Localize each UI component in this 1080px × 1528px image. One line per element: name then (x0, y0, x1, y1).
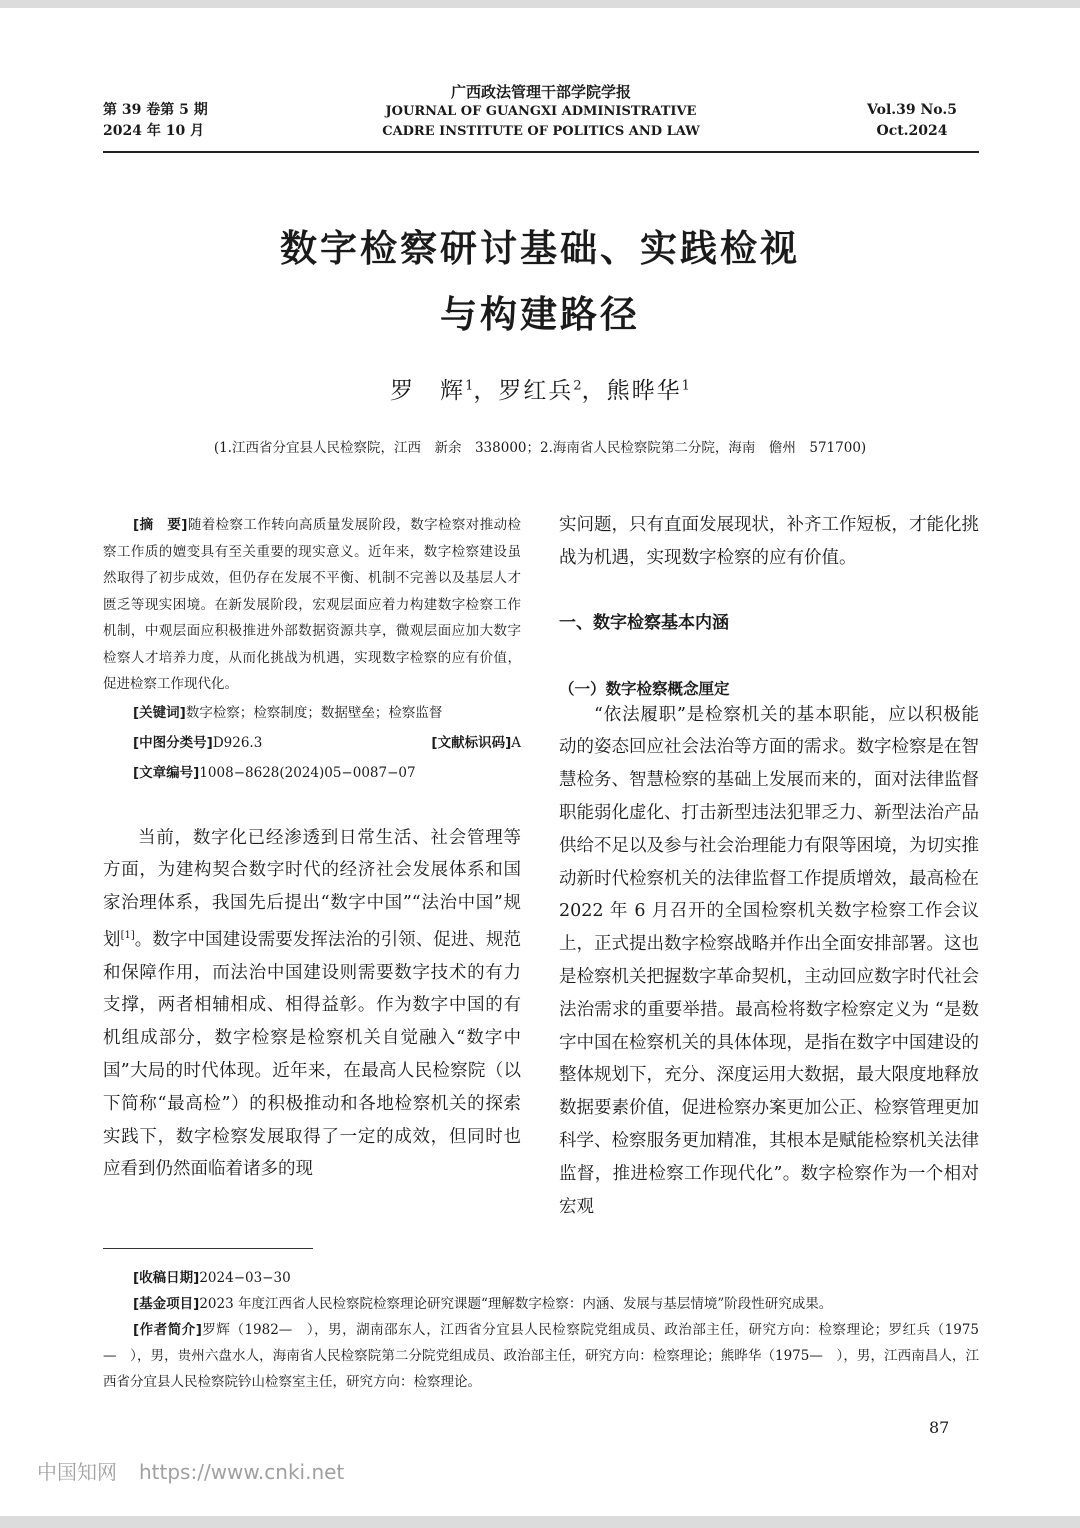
journal-name-en-1: JOURNAL OF GUANGXI ADMINISTRATIVE (385, 104, 697, 119)
footnote-rule (103, 1248, 313, 1249)
fund-label: [基金项目] (133, 1296, 200, 1312)
header-rule (103, 151, 979, 153)
header-volume-en: Vol.39 No.5 (867, 102, 957, 118)
abstract (103, 512, 521, 698)
fund-text: 2023 年度江西省人民检察院检察理论研究课题“理解数字检察：内涵、发展与基层情境”阶段性研究成果。 (199, 1296, 833, 1312)
author-name: 罗 辉 (390, 378, 466, 404)
watermark-url: https://www.cnki.net (139, 1460, 345, 1484)
received-label: [收稿日期] (133, 1270, 200, 1286)
journal-name-en-2: CADRE INSTITUTE OF POLITICS AND LAW (382, 124, 700, 139)
body-paragraph-continued: 实问题，只有直面发展现状，补齐工作短板，才能化挑战为机遇，实现数字检察的应有价值。 (559, 515, 979, 568)
header-issue-en (867, 100, 957, 142)
article-number (103, 758, 521, 788)
header-date-cn: 2024 年 10 月 (103, 123, 205, 139)
bio-text: 罗辉（1982— ），男，湖南邵东人，江西省分宜县人民检察院党组成员、政治部主任，研究方向：检察理论；罗红兵（1975— ），男，贵州六盘水人，海南省人民检察院第二分院党组成员、政治部主任，研究方向：检察理论；熊晔华（1975— ），男，江西南昌人，江西省分宜县人民检察院钤山检察室主任，研究方向：检察理论。 (103, 1322, 979, 1390)
keywords (103, 698, 521, 728)
watermark-brand: 中国知网 (37, 1460, 117, 1484)
header-journal-name (103, 82, 979, 142)
subsection-heading: （一）数字检察概念厘定 (559, 679, 730, 698)
keywords-label: [关键词] (133, 704, 186, 721)
footnotes (103, 1265, 979, 1395)
received-date: 2024−03−30 (199, 1270, 291, 1286)
article-label: [文章编号] (133, 764, 200, 781)
header-volume-cn: 第 39 卷第 5 期 (103, 102, 208, 118)
bio-label: [作者简介] (133, 1322, 202, 1338)
paper-title-line-1: 数字检察研讨基础、实践检视 (280, 227, 800, 270)
abstract-text: 随着检察工作转向高质量发展阶段，数字检察对推动检察工作质的嬗变具有至关重要的现实意义。近年来，数字检察建设虽然取得了初步成效，但仍存在发展不平衡、机制不完善以及基层人才匮乏等现实困境。在新发展阶段，宏观层面应着力构建数字检察工作机制，中观层面应积极推进外部数据资源共享，微观层面应加大数字检察人才培养力度，从而化挑战为机遇，实现数字检察的应有价值，促进检察工作现代化。 (103, 517, 521, 692)
author-name: 熊晔华 (606, 378, 682, 404)
article-value: 1008−8628(2024)05−0087−07 (199, 764, 416, 781)
section-heading: 一、数字检察基本内涵 (559, 612, 729, 633)
clc-value: D926.3 (212, 734, 263, 751)
author-affil-mark: 1 (681, 378, 690, 394)
author-name: 罗红兵 (498, 378, 574, 404)
document-code (431, 728, 521, 758)
journal-header (103, 82, 979, 152)
body-paragraph-intro (103, 822, 521, 1187)
abstract-paragraph (103, 512, 521, 698)
body-paragraph: “依法履职”是检察机关的基本职能，应以积极能动的姿态回应社会法治等方面的需求。数字检察是在智慧检务、智慧检察的基础上发展而来的，面对法律监督职能弱化虚化、打击新型违法犯罪乏力、新型法治产品供给不足以及参与社会治理能力有限等困境，为切实推动新时代检察机关的法律监督工作提质增效，最高检在 2022 年 6 月召开的全国检察机关数字检察工作会议上，正式提出数字检察战略并作出全面安排部署。这也是检察机关把握数字革命契机，主动回应数字时代社会法治需求的重要举措。最高检将数字检察定义为 “是数字中国在检察机关的具体体现，是指在数字中国建设的整体规划下，充分、深度运用大数据，最大限度地释放数据要素价值，促进检察办案更加公正、检察管理更加科学、检察服务更加精准，其根本是赋能检察机关法律监督，推进检察工作现代化”。数字检察作为一个相对宏观 (559, 704, 979, 1217)
clc-code (133, 728, 262, 758)
left-column (103, 508, 521, 1186)
abstract-label: [摘 要] (133, 517, 188, 533)
author-affil-mark: 1 (465, 378, 474, 394)
classification-row (103, 728, 521, 758)
paper-title-line-2: 与构建路径 (440, 293, 640, 336)
author-separator: ， (581, 378, 607, 404)
clc-label: [中图分类号] (133, 734, 213, 751)
header-date-en: Oct.2024 (876, 123, 948, 139)
footnote-received (103, 1265, 979, 1291)
intro-text-a: 当前，数字化已经渗透到日常生活、社会管理等方面，为建构契合数字时代的经济社会发展体系和国家治理体系，我国先后提出“数字中国”“法治中国”规划 (103, 827, 521, 950)
cnki-watermark (37, 1456, 344, 1485)
footnote-bio (103, 1317, 979, 1395)
author-list (0, 372, 1080, 405)
page-number: 87 (929, 1418, 950, 1437)
intro-text-b: 。数字中国建设需要发挥法治的引领、促进、规范和保障作用，而法治中国建设则需要数字技术的有力支撑，两者相辅相成、相得益彰。作为数字中国的有机组成部分，数字检察是检察机关自觉融入“数字中国”大局的时代体现。近年来，在最高人民检察院（以下简称“最高检”）的积极推动和各地检察机关的探索实践下，数字检察发展取得了一定的成效，但同时也应看到仍然面临着诸多的现 (103, 929, 522, 1180)
author-separator: ， (473, 378, 499, 404)
citation-ref[interactable]: [1] (120, 929, 135, 941)
author-affil-mark: 2 (573, 378, 582, 394)
footnote-fund (103, 1291, 979, 1317)
journal-name-cn: 广西政法管理干部学院学报 (450, 83, 631, 101)
doccode-label: [文献标识码] (431, 734, 512, 751)
keywords-text: 数字检察；检察制度；数据壁垒；检察监督 (185, 704, 443, 721)
right-column (559, 508, 979, 1223)
paper-page (0, 8, 1080, 1516)
doccode-value: A (511, 734, 521, 751)
affiliations: (1.江西省分宜县人民检察院，江西 新余 338000；2.海南省人民检察院第二分院，海南 儋州 571700) (213, 440, 867, 456)
